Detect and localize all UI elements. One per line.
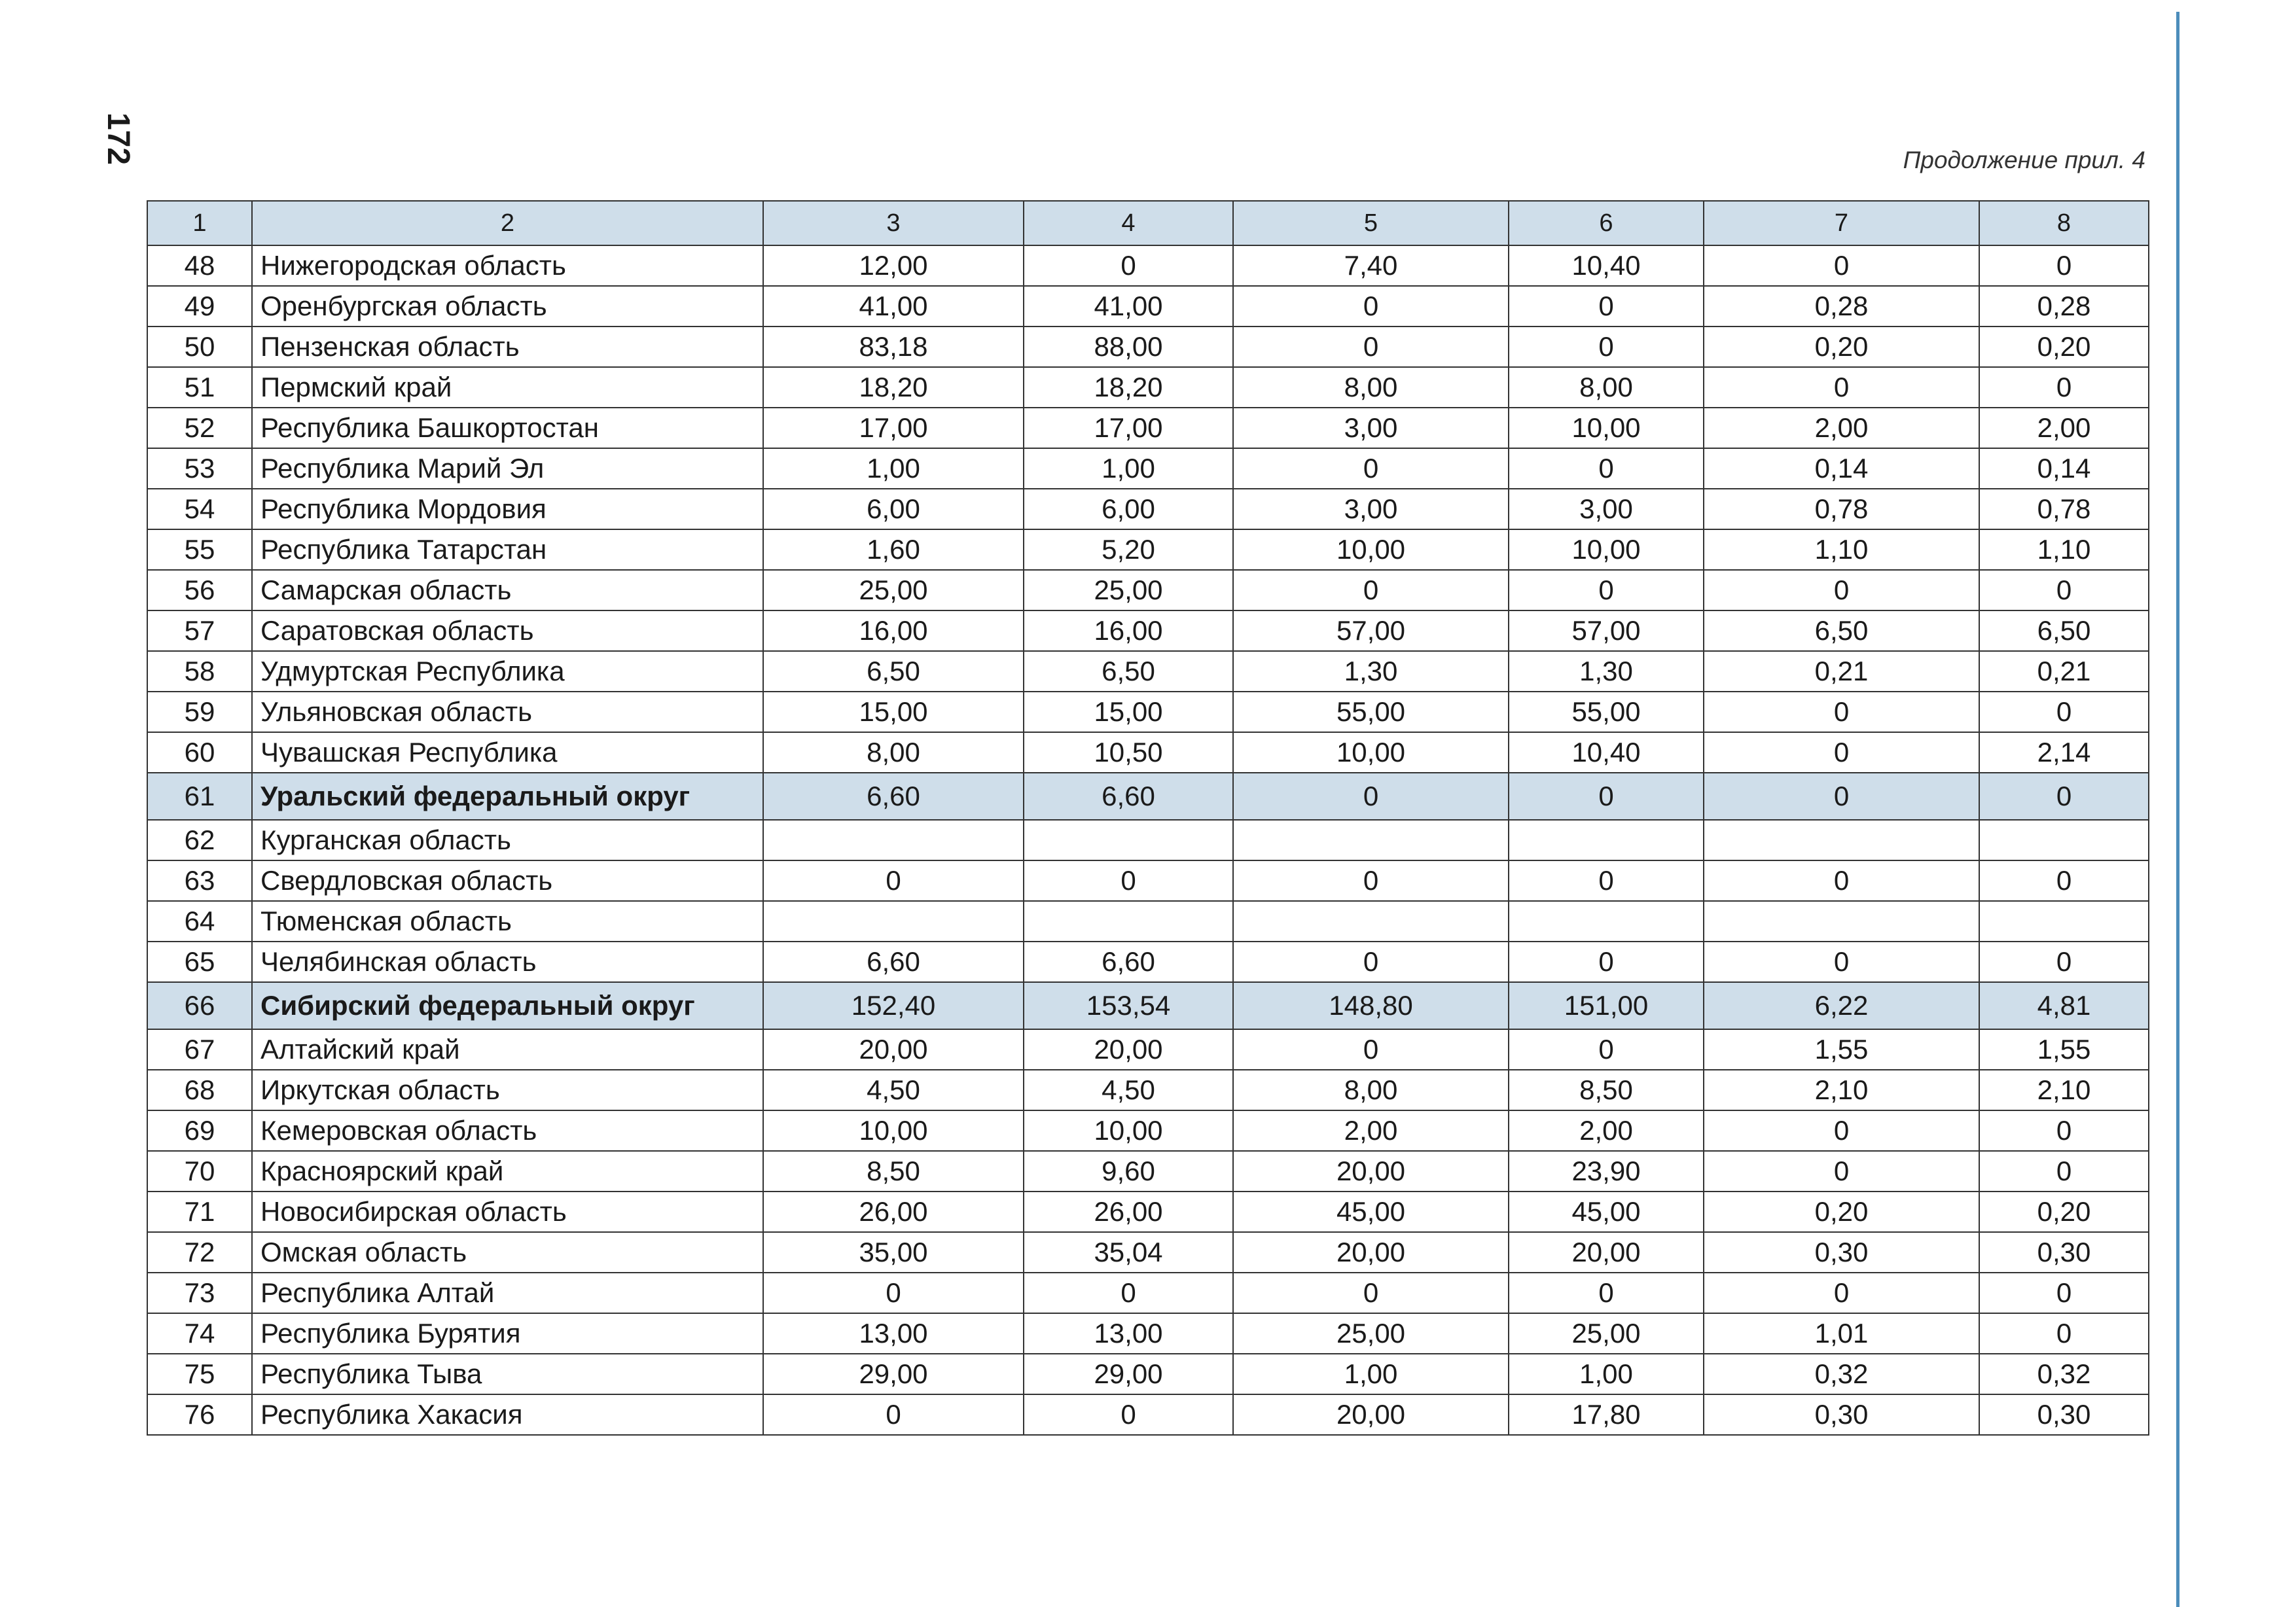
- value-cell: 17,00: [1024, 408, 1233, 448]
- value-cell: 6,00: [1024, 489, 1233, 529]
- row-number-cell: 68: [147, 1070, 252, 1110]
- column-header: 3: [763, 201, 1024, 245]
- column-header: 1: [147, 201, 252, 245]
- value-cell: 10,00: [1509, 408, 1704, 448]
- table-row: [147, 901, 2149, 942]
- value-cell: 16,00: [1024, 610, 1233, 651]
- value-cell: 0: [1704, 367, 1979, 408]
- value-cell: 18,20: [1024, 367, 1233, 408]
- column-header: 4: [1024, 201, 1233, 245]
- value-cell: 153,54: [1024, 982, 1233, 1029]
- value-cell: 1,00: [1024, 448, 1233, 489]
- value-cell: 0: [763, 1273, 1024, 1313]
- value-cell: 0: [1979, 570, 2149, 610]
- value-cell: 0,30: [1704, 1232, 1979, 1273]
- value-cell: 20,00: [1233, 1151, 1509, 1192]
- value-cell: 57,00: [1233, 610, 1509, 651]
- value-cell: 0: [1704, 1151, 1979, 1192]
- value-cell: 2,00: [1233, 1110, 1509, 1151]
- region-name-cell: Республика Мордовия: [252, 489, 763, 529]
- value-cell: 13,00: [763, 1313, 1024, 1354]
- table-row: [147, 448, 2149, 489]
- value-cell: 0,20: [1704, 327, 1979, 367]
- value-cell: 6,60: [763, 942, 1024, 982]
- table-row: [147, 245, 2149, 286]
- value-cell: 0,30: [1979, 1232, 2149, 1273]
- value-cell: 0: [1979, 942, 2149, 982]
- value-cell: 0: [1979, 1273, 2149, 1313]
- table-row: [147, 820, 2149, 860]
- value-cell: 0: [1509, 773, 1704, 820]
- region-name-cell: Ульяновская область: [252, 692, 763, 732]
- column-header: 2: [252, 201, 763, 245]
- table-row: [147, 489, 2149, 529]
- table-row: [147, 1070, 2149, 1110]
- table-row: [147, 327, 2149, 367]
- region-name-cell: Алтайский край: [252, 1029, 763, 1070]
- table-row: [147, 570, 2149, 610]
- region-name-cell: Оренбургская область: [252, 286, 763, 327]
- row-number-cell: 52: [147, 408, 252, 448]
- value-cell: 45,00: [1233, 1192, 1509, 1232]
- column-header: 7: [1704, 201, 1979, 245]
- value-cell: 0: [1509, 1273, 1704, 1313]
- row-number-cell: 63: [147, 860, 252, 901]
- table-row: [147, 286, 2149, 327]
- value-cell: 8,00: [1233, 1070, 1509, 1110]
- table-row: [147, 1354, 2149, 1394]
- value-cell: 0: [1233, 942, 1509, 982]
- region-name-cell: Республика Башкортостан: [252, 408, 763, 448]
- table-row: [147, 732, 2149, 773]
- column-header: 6: [1509, 201, 1704, 245]
- value-cell: 0: [1233, 860, 1509, 901]
- row-number-cell: 74: [147, 1313, 252, 1354]
- table-row: [147, 651, 2149, 692]
- value-cell: 55,00: [1233, 692, 1509, 732]
- value-cell: 13,00: [1024, 1313, 1233, 1354]
- value-cell: 10,50: [1024, 732, 1233, 773]
- value-cell: [1509, 901, 1704, 942]
- value-cell: 10,00: [763, 1110, 1024, 1151]
- row-number-cell: 54: [147, 489, 252, 529]
- value-cell: 6,60: [763, 773, 1024, 820]
- value-cell: 0: [1704, 1273, 1979, 1313]
- table-row: [147, 1110, 2149, 1151]
- value-cell: 0,14: [1979, 448, 2149, 489]
- value-cell: [1704, 901, 1979, 942]
- value-cell: 45,00: [1509, 1192, 1704, 1232]
- continuation-note: Продолжение прил. 4: [1903, 147, 2145, 173]
- value-cell: 6,50: [763, 651, 1024, 692]
- region-name-cell: Иркутская область: [252, 1070, 763, 1110]
- value-cell: 0: [1509, 286, 1704, 327]
- row-number-cell: 65: [147, 942, 252, 982]
- value-cell: 20,00: [1509, 1232, 1704, 1273]
- region-name-cell: Республика Алтай: [252, 1273, 763, 1313]
- value-cell: 18,20: [763, 367, 1024, 408]
- value-cell: 0: [1024, 1394, 1233, 1435]
- value-cell: 8,50: [763, 1151, 1024, 1192]
- region-name-cell: Пермский край: [252, 367, 763, 408]
- value-cell: 6,00: [763, 489, 1024, 529]
- table-row: [147, 408, 2149, 448]
- table-row: [147, 1151, 2149, 1192]
- value-cell: 20,00: [1233, 1394, 1509, 1435]
- value-cell: 3,00: [1233, 408, 1509, 448]
- value-cell: 10,00: [1233, 732, 1509, 773]
- value-cell: 0: [1704, 692, 1979, 732]
- header-row: [147, 201, 2149, 245]
- value-cell: [1979, 820, 2149, 860]
- value-cell: 0: [1024, 1273, 1233, 1313]
- table-row: [147, 1394, 2149, 1435]
- value-cell: 6,22: [1704, 982, 1979, 1029]
- value-cell: 0: [1233, 1273, 1509, 1313]
- value-cell: 35,04: [1024, 1232, 1233, 1273]
- value-cell: 0: [1509, 860, 1704, 901]
- table-row: [147, 692, 2149, 732]
- value-cell: 8,00: [1509, 367, 1704, 408]
- value-cell: 4,81: [1979, 982, 2149, 1029]
- value-cell: 0,20: [1979, 327, 2149, 367]
- row-number-cell: 72: [147, 1232, 252, 1273]
- table-row: [147, 1192, 2149, 1232]
- value-cell: 0,21: [1979, 651, 2149, 692]
- row-number-cell: 49: [147, 286, 252, 327]
- value-cell: 83,18: [763, 327, 1024, 367]
- value-cell: 0: [1233, 773, 1509, 820]
- value-cell: [1233, 901, 1509, 942]
- value-cell: 25,00: [1024, 570, 1233, 610]
- value-cell: 17,00: [763, 408, 1024, 448]
- value-cell: 6,60: [1024, 773, 1233, 820]
- value-cell: 3,00: [1233, 489, 1509, 529]
- table-row: [147, 1313, 2149, 1354]
- region-name-cell: Сибирский федеральный округ: [252, 982, 763, 1029]
- value-cell: 0: [763, 860, 1024, 901]
- region-name-cell: Нижегородская область: [252, 245, 763, 286]
- value-cell: [1024, 901, 1233, 942]
- value-cell: 0: [1704, 570, 1979, 610]
- value-cell: 0: [1979, 1151, 2149, 1192]
- value-cell: 3,00: [1509, 489, 1704, 529]
- region-name-cell: Республика Марий Эл: [252, 448, 763, 489]
- value-cell: 0,28: [1704, 286, 1979, 327]
- value-cell: [763, 901, 1024, 942]
- region-name-cell: Чувашская Республика: [252, 732, 763, 773]
- value-cell: 148,80: [1233, 982, 1509, 1029]
- value-cell: 17,80: [1509, 1394, 1704, 1435]
- value-cell: 0: [1233, 448, 1509, 489]
- value-cell: 0: [1509, 448, 1704, 489]
- column-header: 8: [1979, 201, 2149, 245]
- row-number-cell: 76: [147, 1394, 252, 1435]
- value-cell: 0,14: [1704, 448, 1979, 489]
- row-number-cell: 70: [147, 1151, 252, 1192]
- value-cell: 1,60: [763, 529, 1024, 570]
- value-cell: 2,10: [1704, 1070, 1979, 1110]
- row-number-cell: 71: [147, 1192, 252, 1232]
- value-cell: 0: [1979, 773, 2149, 820]
- row-number-cell: 51: [147, 367, 252, 408]
- value-cell: 2,00: [1509, 1110, 1704, 1151]
- value-cell: 0: [1979, 692, 2149, 732]
- data-table: [147, 200, 2149, 1436]
- region-name-cell: Красноярский край: [252, 1151, 763, 1192]
- value-cell: 1,10: [1704, 529, 1979, 570]
- value-cell: 0: [1979, 860, 2149, 901]
- table-body: [147, 245, 2149, 1435]
- value-cell: 0,78: [1979, 489, 2149, 529]
- row-number-cell: 55: [147, 529, 252, 570]
- table-row: [147, 1232, 2149, 1273]
- value-cell: 41,00: [763, 286, 1024, 327]
- column-header: 5: [1233, 201, 1509, 245]
- value-cell: 1,10: [1979, 529, 2149, 570]
- region-name-cell: Омская область: [252, 1232, 763, 1273]
- value-cell: 0: [1704, 860, 1979, 901]
- row-number-cell: 73: [147, 1273, 252, 1313]
- value-cell: 26,00: [763, 1192, 1024, 1232]
- table-row: [147, 529, 2149, 570]
- region-name-cell: Челябинская область: [252, 942, 763, 982]
- row-number-cell: 50: [147, 327, 252, 367]
- region-name-cell: Удмуртская Республика: [252, 651, 763, 692]
- value-cell: 0: [1979, 245, 2149, 286]
- value-cell: 0: [1509, 327, 1704, 367]
- value-cell: 0: [1509, 942, 1704, 982]
- region-name-cell: Тюменская область: [252, 901, 763, 942]
- row-number-cell: 69: [147, 1110, 252, 1151]
- region-name-cell: Самарская область: [252, 570, 763, 610]
- value-cell: 0,32: [1704, 1354, 1979, 1394]
- row-number-cell: 58: [147, 651, 252, 692]
- value-cell: [1979, 901, 2149, 942]
- row-number-cell: 57: [147, 610, 252, 651]
- table-row: [147, 1029, 2149, 1070]
- value-cell: 0,28: [1979, 286, 2149, 327]
- value-cell: 1,30: [1233, 651, 1509, 692]
- value-cell: [763, 820, 1024, 860]
- value-cell: 0,20: [1704, 1192, 1979, 1232]
- value-cell: 10,00: [1233, 529, 1509, 570]
- value-cell: 0: [1233, 327, 1509, 367]
- value-cell: 0: [1979, 1313, 2149, 1354]
- value-cell: 0,20: [1979, 1192, 2149, 1232]
- region-name-cell: Республика Татарстан: [252, 529, 763, 570]
- region-name-cell: Свердловская область: [252, 860, 763, 901]
- row-number-cell: 61: [147, 773, 252, 820]
- value-cell: 1,55: [1979, 1029, 2149, 1070]
- value-cell: 10,00: [1024, 1110, 1233, 1151]
- value-cell: 16,00: [763, 610, 1024, 651]
- value-cell: [1704, 820, 1979, 860]
- value-cell: 1,00: [1509, 1354, 1704, 1394]
- region-name-cell: Курганская область: [252, 820, 763, 860]
- value-cell: 6,60: [1024, 942, 1233, 982]
- table-row: [147, 610, 2149, 651]
- region-name-cell: Республика Бурятия: [252, 1313, 763, 1354]
- value-cell: [1233, 820, 1509, 860]
- value-cell: 23,90: [1509, 1151, 1704, 1192]
- value-cell: 4,50: [1024, 1070, 1233, 1110]
- value-cell: 41,00: [1024, 286, 1233, 327]
- value-cell: 20,00: [763, 1029, 1024, 1070]
- value-cell: [1509, 820, 1704, 860]
- table-row-federal-district: [147, 982, 2149, 1029]
- table-row: [147, 942, 2149, 982]
- value-cell: 0,21: [1704, 651, 1979, 692]
- value-cell: 0,30: [1704, 1394, 1979, 1435]
- value-cell: 0: [1024, 245, 1233, 286]
- value-cell: 88,00: [1024, 327, 1233, 367]
- value-cell: 29,00: [763, 1354, 1024, 1394]
- value-cell: 25,00: [763, 570, 1024, 610]
- value-cell: 0: [1024, 860, 1233, 901]
- value-cell: 55,00: [1509, 692, 1704, 732]
- value-cell: 1,00: [763, 448, 1024, 489]
- value-cell: 10,40: [1509, 732, 1704, 773]
- value-cell: 15,00: [763, 692, 1024, 732]
- value-cell: 0: [1233, 286, 1509, 327]
- region-name-cell: Саратовская область: [252, 610, 763, 651]
- region-name-cell: Кемеровская область: [252, 1110, 763, 1151]
- page-number: 172: [101, 112, 135, 166]
- value-cell: 6,50: [1704, 610, 1979, 651]
- value-cell: 1,30: [1509, 651, 1704, 692]
- value-cell: 2,10: [1979, 1070, 2149, 1110]
- value-cell: 26,00: [1024, 1192, 1233, 1232]
- region-name-cell: Республика Тыва: [252, 1354, 763, 1394]
- margin-rule: [2176, 12, 2179, 1607]
- value-cell: 2,00: [1704, 408, 1979, 448]
- value-cell: 20,00: [1233, 1232, 1509, 1273]
- value-cell: 0: [1704, 732, 1979, 773]
- row-number-cell: 60: [147, 732, 252, 773]
- region-name-cell: Новосибирская область: [252, 1192, 763, 1232]
- value-cell: 25,00: [1233, 1313, 1509, 1354]
- value-cell: [1024, 820, 1233, 860]
- value-cell: 0: [1704, 773, 1979, 820]
- row-number-cell: 53: [147, 448, 252, 489]
- row-number-cell: 62: [147, 820, 252, 860]
- value-cell: 151,00: [1509, 982, 1704, 1029]
- row-number-cell: 66: [147, 982, 252, 1029]
- value-cell: 7,40: [1233, 245, 1509, 286]
- value-cell: 152,40: [763, 982, 1024, 1029]
- value-cell: 0: [763, 1394, 1024, 1435]
- value-cell: 25,00: [1509, 1313, 1704, 1354]
- row-number-cell: 56: [147, 570, 252, 610]
- value-cell: 6,50: [1024, 651, 1233, 692]
- table-row-federal-district: [147, 773, 2149, 820]
- value-cell: 9,60: [1024, 1151, 1233, 1192]
- value-cell: 35,00: [763, 1232, 1024, 1273]
- table-row: [147, 860, 2149, 901]
- table-row: [147, 367, 2149, 408]
- region-name-cell: Пензенская область: [252, 327, 763, 367]
- value-cell: 57,00: [1509, 610, 1704, 651]
- value-cell: 1,01: [1704, 1313, 1979, 1354]
- value-cell: 20,00: [1024, 1029, 1233, 1070]
- row-number-cell: 67: [147, 1029, 252, 1070]
- value-cell: 5,20: [1024, 529, 1233, 570]
- row-number-cell: 48: [147, 245, 252, 286]
- value-cell: 4,50: [763, 1070, 1024, 1110]
- region-name-cell: Республика Хакасия: [252, 1394, 763, 1435]
- value-cell: 1,00: [1233, 1354, 1509, 1394]
- value-cell: 0: [1979, 1110, 2149, 1151]
- table-row: [147, 1273, 2149, 1313]
- value-cell: 0: [1233, 570, 1509, 610]
- value-cell: 0: [1979, 367, 2149, 408]
- value-cell: 0,32: [1979, 1354, 2149, 1394]
- value-cell: 0: [1704, 942, 1979, 982]
- value-cell: 0,30: [1979, 1394, 2149, 1435]
- value-cell: 0,78: [1704, 489, 1979, 529]
- value-cell: 6,50: [1979, 610, 2149, 651]
- row-number-cell: 75: [147, 1354, 252, 1394]
- value-cell: 0: [1509, 570, 1704, 610]
- region-name-cell: Уральский федеральный округ: [252, 773, 763, 820]
- value-cell: 8,00: [1233, 367, 1509, 408]
- value-cell: 0: [1704, 1110, 1979, 1151]
- value-cell: 10,00: [1509, 529, 1704, 570]
- value-cell: 29,00: [1024, 1354, 1233, 1394]
- value-cell: 0: [1233, 1029, 1509, 1070]
- row-number-cell: 64: [147, 901, 252, 942]
- value-cell: 8,00: [763, 732, 1024, 773]
- value-cell: 2,14: [1979, 732, 2149, 773]
- value-cell: 8,50: [1509, 1070, 1704, 1110]
- value-cell: 0: [1509, 1029, 1704, 1070]
- value-cell: 0: [1704, 245, 1979, 286]
- value-cell: 15,00: [1024, 692, 1233, 732]
- value-cell: 2,00: [1979, 408, 2149, 448]
- value-cell: 10,40: [1509, 245, 1704, 286]
- value-cell: 1,55: [1704, 1029, 1979, 1070]
- value-cell: 12,00: [763, 245, 1024, 286]
- row-number-cell: 59: [147, 692, 252, 732]
